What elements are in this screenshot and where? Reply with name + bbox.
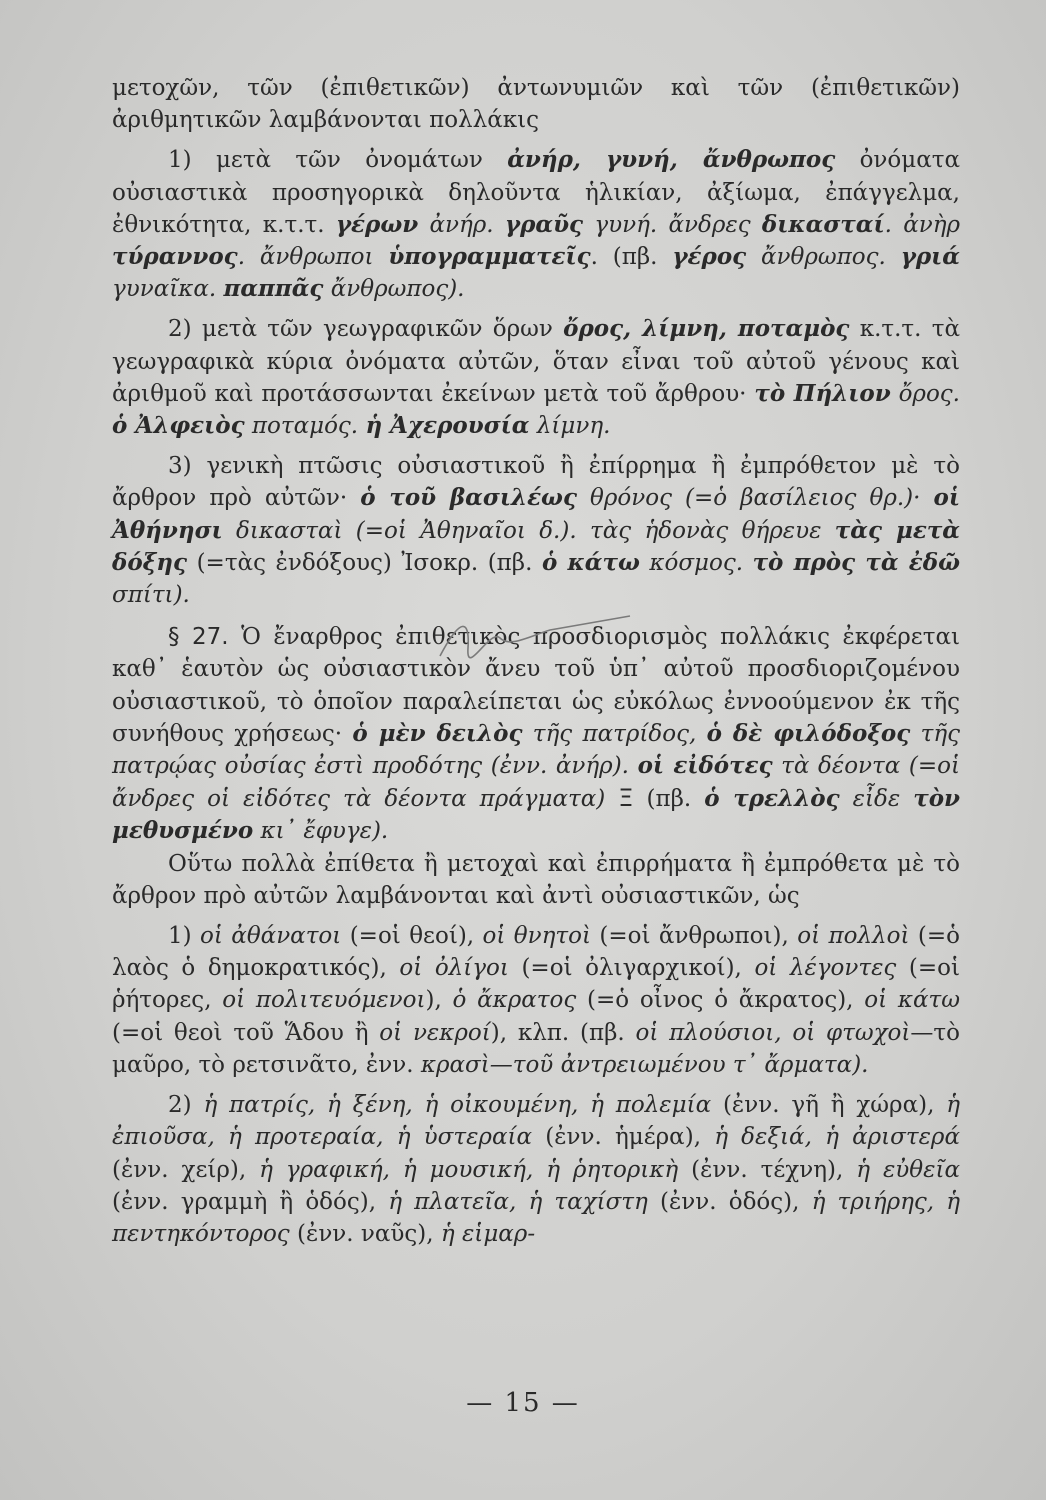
italic-run: . ἀνὴρ: [884, 211, 961, 238]
emphasis: γραῦς: [504, 210, 584, 238]
emphasis: ὁ τρελλὸς: [704, 785, 840, 813]
emphasis: ὁ τοῦ βασιλέως: [360, 484, 577, 512]
italic-run: τῆς πατρίδος,: [522, 720, 707, 747]
italic-run: ἡ πλατεῖα, ἡ ταχίστη: [388, 1188, 648, 1215]
italic-run: . ἄνθρωποι: [237, 244, 389, 271]
text-run: (ἐνν. ναῦς),: [289, 1220, 441, 1247]
text-run: (ἐνν. γῆ ἢ χώρα),: [711, 1092, 947, 1119]
emphasis: δικασταί: [761, 210, 885, 238]
italic-run: γυναῖκα.: [112, 276, 224, 303]
handwritten-scribble: [430, 608, 650, 668]
italic-run: οἱ θνητοὶ: [482, 923, 591, 950]
italic-run: ἄνθρωπος.: [746, 244, 901, 271]
italic-run: ἡ εἱμαρ-: [440, 1220, 536, 1247]
text-run: (ἐνν. ὁδός),: [647, 1188, 812, 1215]
text-run: 1) μετὰ τῶν ὀνομάτων: [168, 147, 508, 174]
text-run: (=οἱ θεοί),: [341, 923, 483, 950]
italic-run: ποταμός.: [244, 413, 366, 440]
text-run: ὀνόματα οὐσιαστικὰ προσηγορικὰ δηλοῦντα ἡλικίαν, ἀξίωμα, ἐπάγγελμα, ἐθνικότητα, κ.τ.τ.: [112, 147, 960, 238]
page-number: — 15 —: [466, 1388, 580, 1418]
emphasis: οἱ εἰδότες: [637, 752, 773, 780]
emphasis: τὰς μετὰ δόξης: [112, 516, 960, 576]
emphasis: γέρος: [672, 243, 747, 271]
emphasis: παππᾶς: [223, 275, 324, 303]
paragraph-item-2: [112, 313, 960, 442]
source-symbol: Ξ: [618, 784, 634, 813]
paragraph-item-1: [112, 144, 960, 305]
italic-run: κρασὶ—τοῦ ἀντρειωμένου τ᾽ ἄρματα).: [420, 1051, 869, 1078]
italic-run: θρόνος (=ὁ βασίλειος θρ.)·: [576, 485, 934, 512]
emphasis: ὁ κάτω: [541, 548, 640, 576]
text-run: (=τὰς ἐνδόξους) Ἰσοκρ. (πβ.: [187, 549, 542, 576]
italic-run: γυνή. ἄνδρες: [583, 211, 762, 238]
emphasis: ὑπογραμματεῖς: [388, 243, 591, 271]
italic-run: εἶδε: [839, 786, 914, 813]
italic-run: ἡ τριήρης, ἡ πεντηκόντορος: [112, 1188, 961, 1247]
emphasis: τὸ Πήλιον: [754, 379, 891, 407]
emphasis: γέρων: [335, 210, 419, 238]
italic-run: κόσμος.: [639, 549, 753, 576]
italic-run: οἱ κάτω: [864, 987, 960, 1014]
italic-run: οἱ πολιτευόμενοι: [222, 987, 426, 1014]
paragraph-list-2: [112, 1089, 960, 1250]
emphasis: τὸν μεθυσμένο: [112, 785, 961, 845]
italic-run: ἡ ἐπιοῦσα, ἡ προτεραία, ἡ ὑστεραία: [112, 1092, 961, 1151]
emphasis: ὁ δὲ φιλόδοξος: [706, 719, 911, 747]
text-run: 1): [168, 923, 201, 950]
text-run: (=οἱ ἄνθρωποι),: [591, 923, 798, 950]
text-run: (ἐνν. τέχνη),: [678, 1156, 857, 1183]
text-run: ),: [425, 987, 453, 1014]
paragraph-continuation: [112, 72, 960, 136]
italic-run: δικασταὶ (=οἱ Ἀθηναῖοι δ.). τὰς ἡδονὰς θήρευε: [222, 517, 835, 544]
text-run: (ἐνν. χείρ),: [112, 1156, 260, 1183]
italic-run: ἡ εὐθεῖα: [856, 1156, 961, 1183]
italic-run: τὰ δέοντα (=οἱ ἄνδρες οἱ εἰδότες τὰ δέοντα πράγματα): [112, 753, 960, 813]
text-run: Οὕτω πολλὰ ἐπίθετα ἢ μετοχαὶ καὶ ἐπιρρήματα ἢ ἐμπρόθετα μὲ τὸ ἄρθρον πρὸ αὐτῶν λαμβάνονται καὶ ἀντὶ οὐσιαστικῶν, ὡς: [112, 850, 960, 909]
italic-run: οἱ νεκροί: [379, 1019, 491, 1046]
emphasis: τὸ πρὸς τὰ ἐδῶ: [752, 548, 960, 576]
italic-run: ἄνθρωπος).: [323, 276, 465, 303]
text-run: . (πβ.: [590, 244, 673, 271]
italic-run: ἡ γραφική, ἡ μουσική, ἡ ῥητορικὴ: [259, 1156, 679, 1183]
italic-run: λίμνη.: [529, 413, 611, 440]
text-run: (πβ.: [633, 786, 705, 813]
italic-run: ἀνήρ.: [418, 211, 505, 238]
emphasis: ἡ Ἀχερουσία: [365, 412, 530, 440]
italic-run: οἱ πλούσιοι, οἱ φτωχοὶ: [635, 1019, 911, 1046]
text-run: (ἐνν. ἡμέρα),: [532, 1124, 715, 1151]
text-run: —τὸ μαῦρο, τὸ ρετσινᾶτο, ἐνν.: [112, 1019, 960, 1078]
text-run: (=ὁ οἶνος ὁ ἄκρατος),: [576, 987, 865, 1014]
italic-run: οἱ ἀθάνατοι: [200, 923, 342, 950]
italic-run: κι᾽ ἔφυγε).: [253, 818, 389, 845]
italic-run: ὁ ἄκρατος: [452, 987, 577, 1014]
text-run: (=οἱ θεοὶ τοῦ Ἅδου ἢ: [112, 1019, 380, 1046]
italic-run: ἡ πατρίς, ἡ ξένη, ἡ οἰκουμένη, ἡ πολεμία: [203, 1092, 712, 1119]
text-run: Ὁ ἔναρθρος ἐπιθετικὸς προσδιορισμὸς πολλάκις ἐκφέρεται καθ᾽ ἑαυτὸν ὡς οὐσιαστικὸν ἄνευ τοῦ ὑπ᾽ αὐτοῦ προσδιοριζομένου οὐσιαστικοῦ, τὸ ὁποῖον παραλείπεται ὡς εὐκόλως ἐννοούμενον ἐκ τῆς συνήθους χρήσεως·: [112, 624, 960, 747]
emphasis: οἱ Ἀθήνησι: [112, 484, 961, 544]
italic-run: σπίτι).: [112, 582, 190, 609]
section-number: § 27.: [168, 624, 229, 651]
emphasis: ὁ Ἀλφειὸς: [112, 412, 245, 440]
text-run: ), κλπ. (πβ.: [490, 1019, 636, 1046]
text-run: 2): [168, 1092, 204, 1119]
paragraph-item-3: [112, 450, 960, 611]
text-run: 2) μετὰ τῶν γεωγραφικῶν ὅρων: [168, 316, 564, 343]
italic-run: ἡ δεξιά, ἡ ἀριστερά: [714, 1124, 960, 1151]
emphasis: γριά: [900, 243, 960, 271]
paragraph-list-1: [112, 920, 960, 1081]
italic-run: οἱ πολλοὶ: [797, 923, 910, 950]
emphasis: ὄρος, λίμνη, ποταμὸς: [563, 315, 850, 343]
italic-run: ὄρος.: [890, 380, 960, 407]
text-run: μετοχῶν, τῶν (ἐπιθετικῶν) ἀντωνυμιῶν καὶ τῶν (ἐπιθετικῶν) ἀριθμητικῶν λαμβάνονται πολλάκις: [112, 75, 960, 134]
text-run: 3) γενικὴ πτῶσις οὐσιαστικοῦ ἢ ἐπίρρημα ἢ ἐμπρόθετον μὲ τὸ ἄρθρον πρὸ αὐτῶν·: [112, 453, 960, 512]
text-run: (=ὁ λαὸς ὁ δημοκρατικός),: [112, 923, 960, 982]
text-run: (=οἱ ῥήτορες,: [112, 955, 961, 1014]
emphasis: τύραννος: [112, 243, 238, 271]
italic-run: οἱ ὀλίγοι: [399, 955, 509, 982]
text-run: κ.τ.τ. τὰ γεωγραφικὰ κύρια ὀνόματα αὐτῶν, ὅταν εἶναι τοῦ αὐτοῦ γένους καὶ ἀριθμοῦ καὶ προτάσσωνται ἐκείνων μετὰ τοῦ ἄρθρου·: [112, 316, 960, 407]
italic-run: τῆς πατρῴας οὐσίας ἐστὶ προδότης (ἐνν. ἀνήρ).: [112, 720, 960, 780]
emphasis: ὁ μὲν δειλὸς: [352, 719, 523, 747]
text-run: (ἐνν. γραμμὴ ἢ ὁδός),: [112, 1188, 389, 1215]
paragraph-outo: [112, 848, 960, 912]
emphasis: ἀνήρ, γυνή, ἄνθρωπος: [507, 146, 836, 174]
text-run: (=οἱ ὀλιγαρχικοί),: [508, 955, 755, 982]
italic-run: οἱ λέγοντες: [754, 955, 897, 982]
